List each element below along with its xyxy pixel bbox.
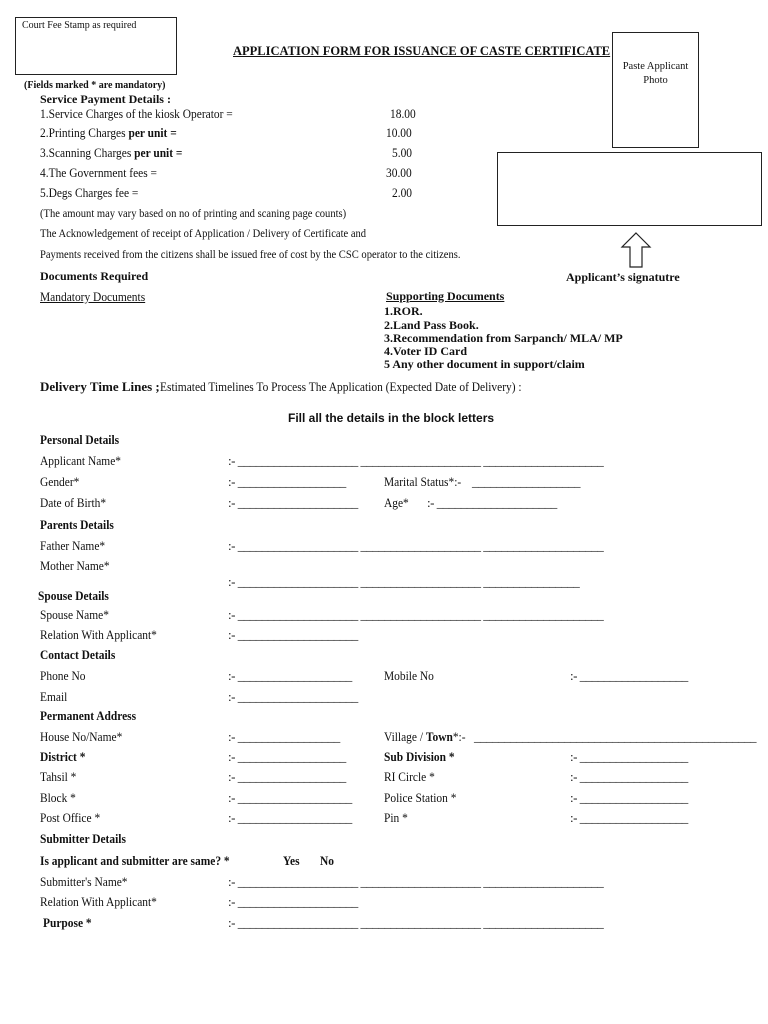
submitter-relation-label: Relation With Applicant* — [40, 894, 157, 909]
house-field[interactable]: :- _________________ — [228, 729, 340, 744]
post-office-label: Post Office * — [40, 810, 101, 825]
supporting-doc-5: 5 Any other document in support/claim — [384, 357, 585, 371]
mobile-label: Mobile No — [384, 668, 434, 683]
photo-box[interactable] — [612, 32, 699, 148]
payment-item-5: 5.Degs Charges fee = — [40, 185, 139, 200]
payment-item-4: 4.The Government fees = — [40, 165, 157, 180]
supporting-documents-label: Supporting Documents — [386, 289, 505, 303]
same-submitter-question: Is applicant and submitter are same? * — [40, 853, 230, 868]
parents-details-heading: Parents Details — [40, 517, 114, 532]
submitter-relation-field[interactable]: :- ____________________ — [228, 894, 358, 909]
post-office-field[interactable]: :- ___________________ — [228, 810, 352, 825]
tahsil-field[interactable]: :- __________________ — [228, 769, 346, 784]
district-label: District * — [40, 749, 86, 764]
marital-status-label: Marital Status*:- — [384, 474, 462, 489]
payment-value-4: 30.00 — [386, 165, 412, 180]
sub-division-field[interactable]: :- __________________ — [570, 749, 688, 764]
personal-details-heading: Personal Details — [40, 432, 120, 447]
supporting-doc-2: 2.Land Pass Book. — [384, 318, 479, 332]
payment-heading: Service Payment Details : — [40, 92, 171, 106]
applicant-name-label: Applicant Name* — [40, 453, 122, 468]
court-fee-stamp-box — [15, 17, 177, 75]
marital-status-field[interactable]: __________________ — [472, 474, 580, 489]
father-name-field[interactable]: :- ____________________ ____________________ ____________________ — [228, 538, 604, 553]
payment-item-2: 2.Printing Charges per unit = — [40, 125, 177, 140]
block-field[interactable]: :- ___________________ — [228, 790, 352, 805]
stamp-label: Court Fee Stamp as required — [22, 20, 137, 31]
payment-value-1: 18.00 — [390, 106, 416, 121]
supporting-doc-4: 4.Voter ID Card — [384, 344, 467, 358]
phone-field[interactable]: :- ___________________ — [228, 668, 352, 683]
spouse-details-heading: Spouse Details — [38, 588, 109, 603]
police-station-field[interactable]: :- __________________ — [570, 790, 688, 805]
signature-box[interactable] — [497, 152, 762, 226]
tahsil-label: Tahsil * — [40, 769, 77, 784]
gender-field[interactable]: :- __________________ — [228, 474, 346, 489]
submitter-name-label: Submitter's Name* — [40, 874, 128, 889]
father-name-label: Father Name* — [40, 538, 106, 553]
applicant-name-field[interactable]: :- ____________________ ____________________ ____________________ — [228, 453, 604, 468]
dob-field[interactable]: :- ____________________ — [228, 495, 358, 510]
mobile-field[interactable]: :- __________________ — [570, 668, 688, 683]
age-field[interactable]: :- ____________________ — [427, 495, 557, 510]
payment-item-1: 1.Service Charges of the kiosk Operator = — [40, 106, 233, 121]
mandatory-note: (Fields marked * are mandatory) — [24, 80, 166, 91]
spouse-name-label: Spouse Name* — [40, 607, 109, 622]
form-title: APPLICATION FORM FOR ISSUANCE OF CASTE CERTIFICATE — [233, 44, 611, 58]
village-label: Village / Town*:- — [384, 729, 466, 744]
spouse-name-field[interactable]: :- ____________________ ____________________ ____________________ — [228, 607, 604, 622]
block-label: Block * — [40, 790, 76, 805]
no-option[interactable]: No — [320, 853, 334, 868]
purpose-field[interactable]: :- ____________________ ____________________ ____________________ — [228, 915, 604, 930]
payment-value-5: 2.00 — [392, 185, 413, 200]
email-field[interactable]: :- ____________________ — [228, 689, 358, 704]
police-station-label: Police Station * — [384, 790, 457, 805]
supporting-doc-1: 1.ROR. — [384, 304, 423, 318]
email-label: Email — [40, 689, 68, 704]
payment-note-2: The Acknowledgement of receipt of Application / Delivery of Certificate and — [40, 226, 367, 240]
mother-name-field[interactable]: :- ____________________ ____________________ ________________ — [228, 574, 580, 589]
ri-circle-field[interactable]: :- __________________ — [570, 769, 688, 784]
contact-details-heading: Contact Details — [40, 647, 116, 662]
up-arrow-icon — [620, 232, 652, 268]
gender-label: Gender* — [40, 474, 80, 489]
pin-label: Pin * — [384, 810, 408, 825]
ri-circle-label: RI Circle * — [384, 769, 435, 784]
yes-option[interactable]: Yes — [283, 853, 300, 868]
mandatory-documents-label: Mandatory Documents — [40, 289, 146, 304]
submitter-name-field[interactable]: :- ____________________ ____________________ ____________________ — [228, 874, 604, 889]
village-field[interactable]: _______________________________________________ — [474, 729, 756, 744]
pin-field[interactable]: :- __________________ — [570, 810, 688, 825]
delivery-timelines: Delivery Time Lines ;Estimated Timelines To Process The Application (Expected Date of Delivery) : — [40, 379, 522, 394]
dob-label: Date of Birth* — [40, 495, 107, 510]
supporting-doc-3: 3.Recommendation from Sarpanch/ MLA/ MP — [384, 331, 623, 345]
house-label: House No/Name* — [40, 729, 123, 744]
payment-item-3: 3.Scanning Charges per unit = — [40, 145, 183, 160]
mother-name-label: Mother Name* — [40, 558, 110, 573]
phone-label: Phone No — [40, 668, 86, 683]
age-label: Age* — [384, 495, 409, 510]
permanent-address-heading: Permanent Address — [40, 708, 137, 723]
submitter-details-heading: Submitter Details — [40, 831, 126, 846]
payment-note-3: Payments received from the citizens shall be issued free of cost by the CSC operator to the citizens. — [40, 247, 461, 261]
payment-note-1: (The amount may vary based on no of printing and scaning page counts) — [40, 206, 347, 220]
spouse-relation-label: Relation With Applicant* — [40, 627, 157, 642]
block-letters-instruction: Fill all the details in the block letters — [288, 411, 495, 425]
purpose-label: Purpose * — [43, 915, 92, 930]
photo-label: Paste Applicant Photo — [622, 61, 689, 86]
payment-value-2: 10.00 — [386, 125, 412, 140]
spouse-relation-field[interactable]: :- ____________________ — [228, 627, 358, 642]
documents-heading: Documents Required — [40, 269, 149, 283]
payment-value-3: 5.00 — [392, 145, 413, 160]
district-field[interactable]: :- __________________ — [228, 749, 346, 764]
sub-division-label: Sub Division * — [384, 749, 455, 764]
signature-label: Applicant’s signatutre — [566, 270, 680, 284]
